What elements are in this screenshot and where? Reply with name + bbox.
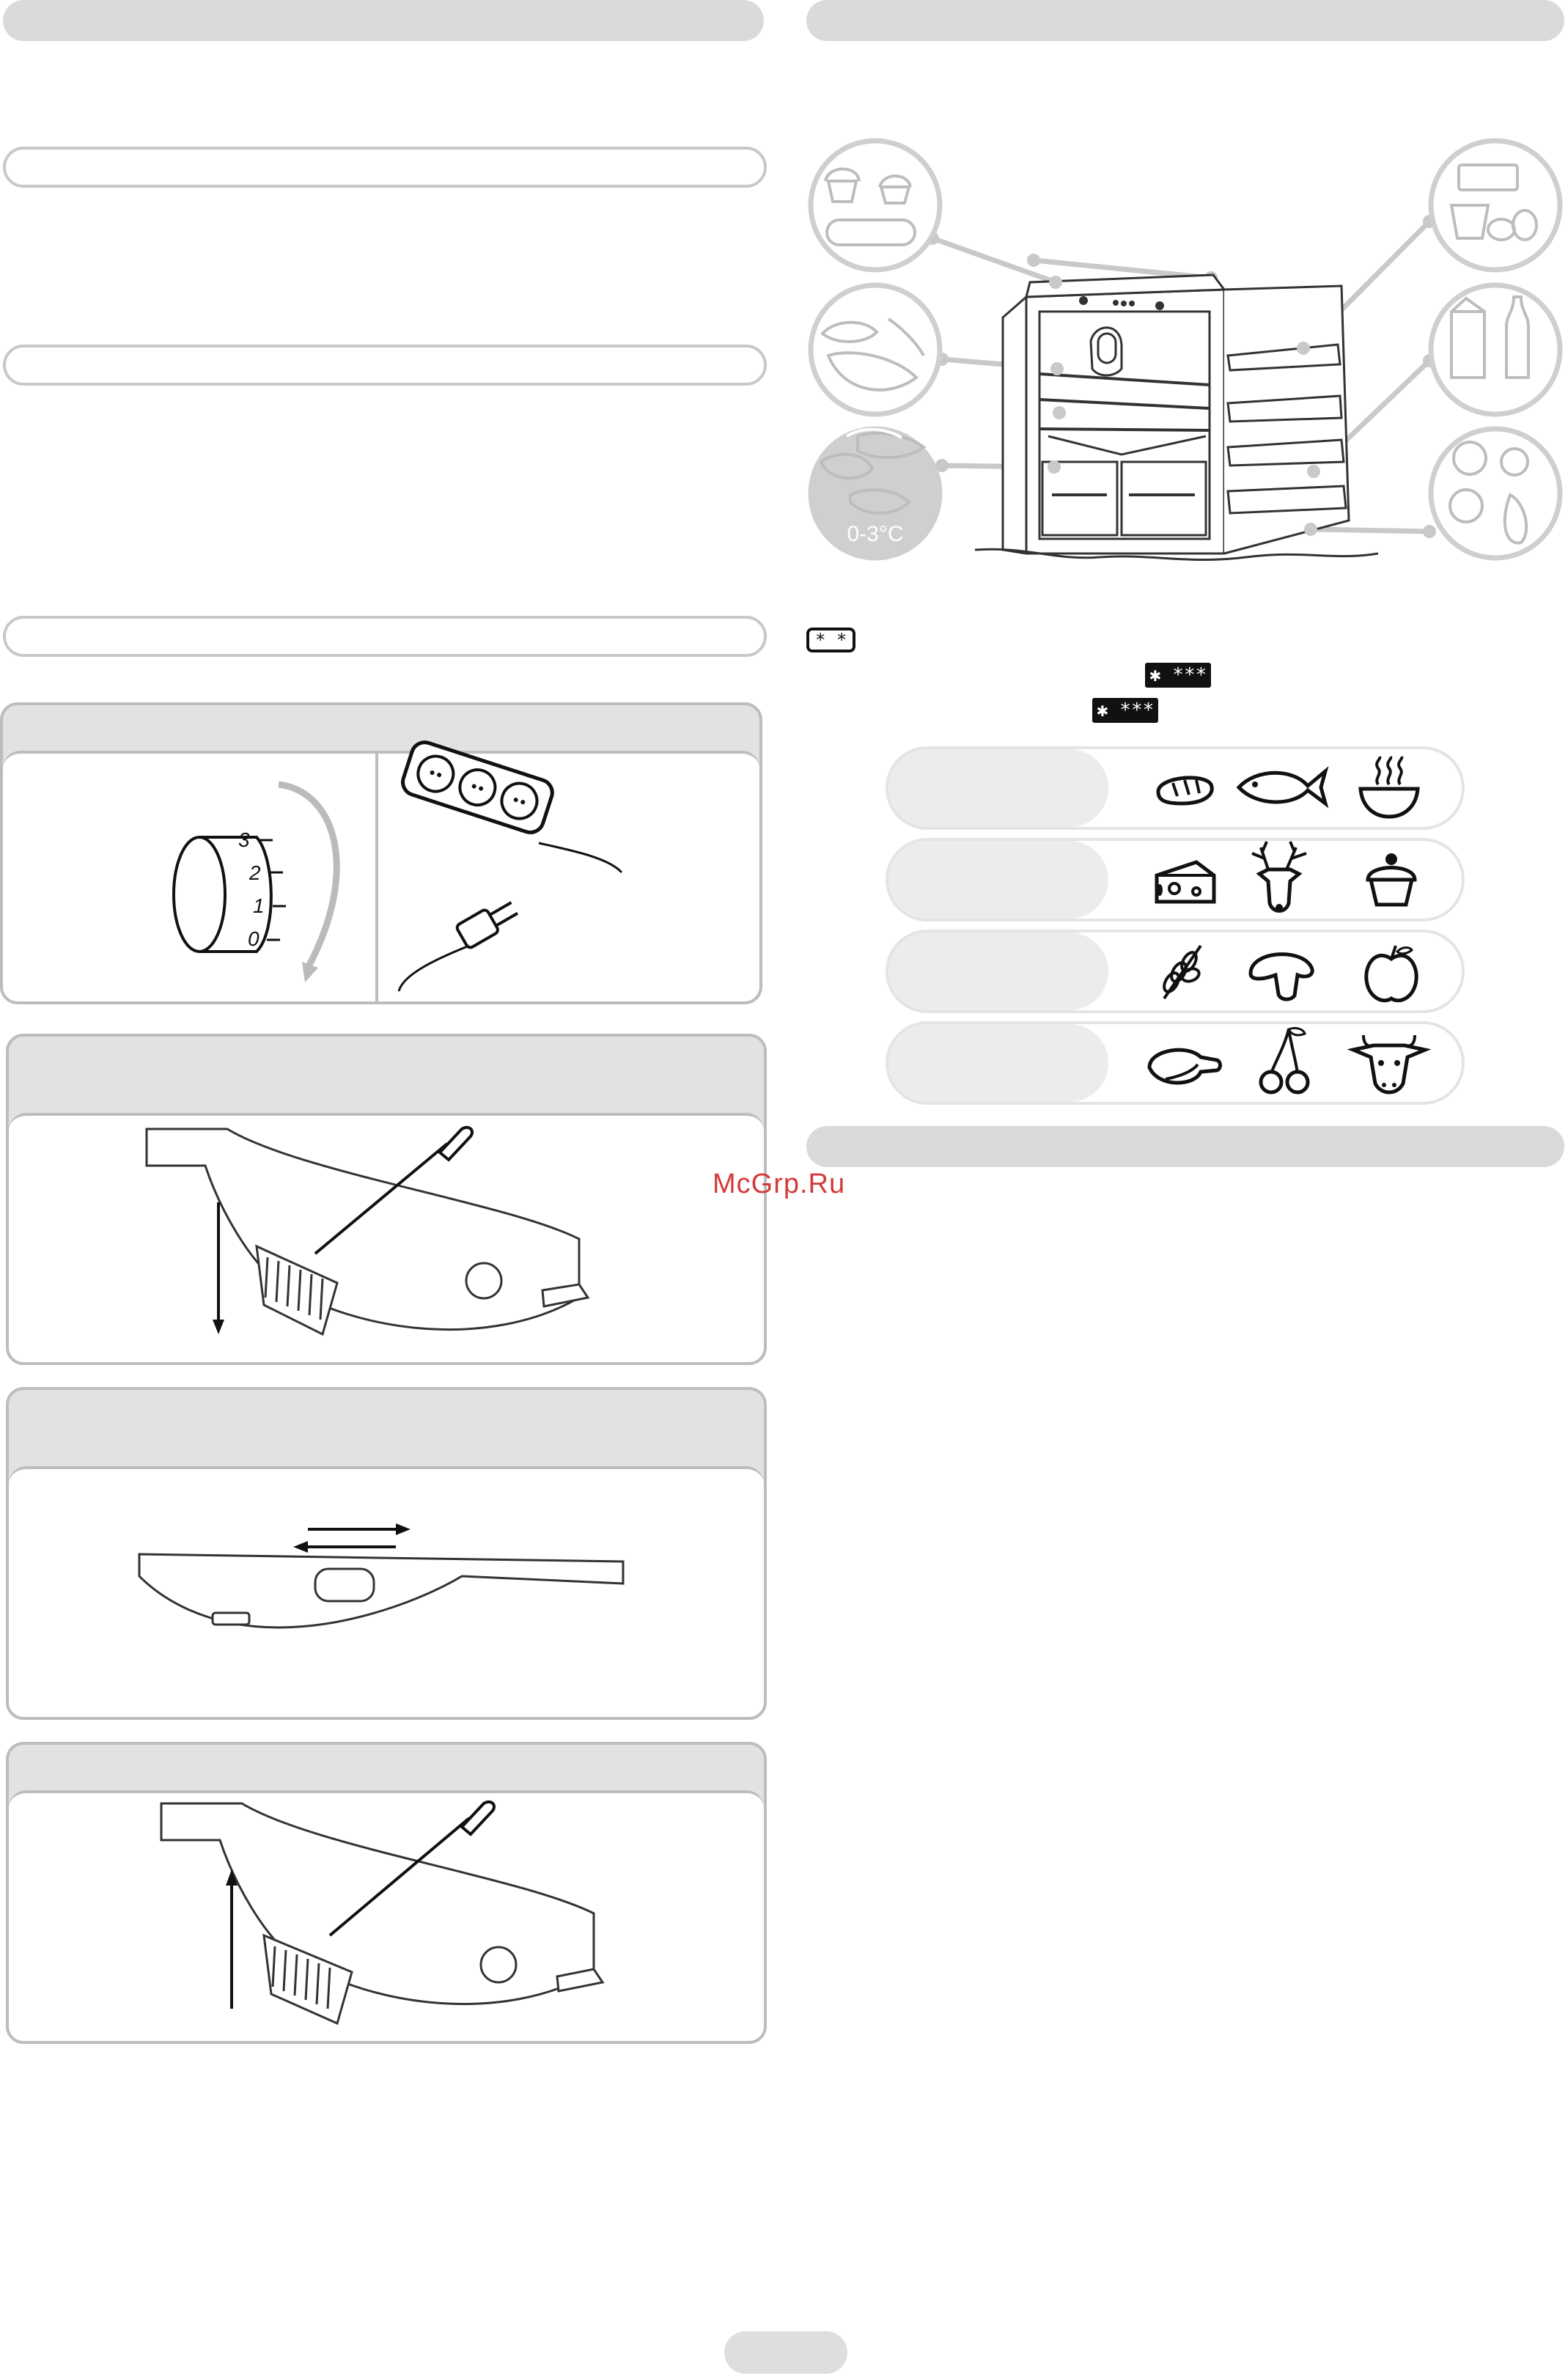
section-header-bar <box>3 0 764 41</box>
lamp-cover-refit-illustration <box>147 1789 616 2038</box>
power-strip-plug-illustration <box>389 748 630 997</box>
dial-mark-0: 0 <box>248 927 260 950</box>
thermostat-dial-illustration <box>147 770 367 990</box>
cheese-icon <box>1152 858 1218 909</box>
section-header-bar <box>806 1126 1564 1167</box>
grain-icon <box>1157 943 1208 1001</box>
cow-icon <box>1349 1025 1429 1098</box>
fridge-storage-zones-diagram <box>806 136 1568 575</box>
subsection-pill <box>3 616 767 657</box>
watermark: McGrp.Ru <box>713 1169 846 1199</box>
four-star-symbol: ✱ *** <box>1092 698 1158 723</box>
subsection-pill <box>3 345 767 386</box>
two-star-symbol: * * <box>806 628 855 652</box>
zone-circle-pastries <box>811 141 940 270</box>
dial-mark-1: 1 <box>253 894 265 917</box>
four-star-symbol: ✱ *** <box>1145 663 1211 688</box>
section-header-bar <box>806 0 1564 41</box>
page-number-bubble <box>724 2331 847 2374</box>
deer-icon <box>1246 840 1312 921</box>
soup-icon <box>1356 755 1422 821</box>
step-panel-thermostat-power <box>0 702 762 1004</box>
lamp-cover-removal-illustration <box>139 1114 608 1349</box>
mushroom-icon <box>1246 944 1319 1003</box>
bread-icon <box>1152 762 1218 814</box>
fish-icon <box>1234 761 1330 812</box>
dial-mark-2: 2 <box>249 861 261 884</box>
cupcake-icon <box>1362 850 1421 909</box>
chiller-temperature-label: 0-3°C <box>847 522 904 546</box>
panel-divider <box>375 751 378 1001</box>
subsection-pill <box>3 147 767 188</box>
cherry-icon <box>1255 1025 1314 1098</box>
zone-circle-fruit <box>1431 429 1560 558</box>
dial-mark-3: 3 <box>238 828 250 851</box>
apple-icon <box>1362 941 1421 1007</box>
bulb-replacement-illustration <box>132 1510 630 1642</box>
chicken-icon <box>1144 1035 1224 1094</box>
